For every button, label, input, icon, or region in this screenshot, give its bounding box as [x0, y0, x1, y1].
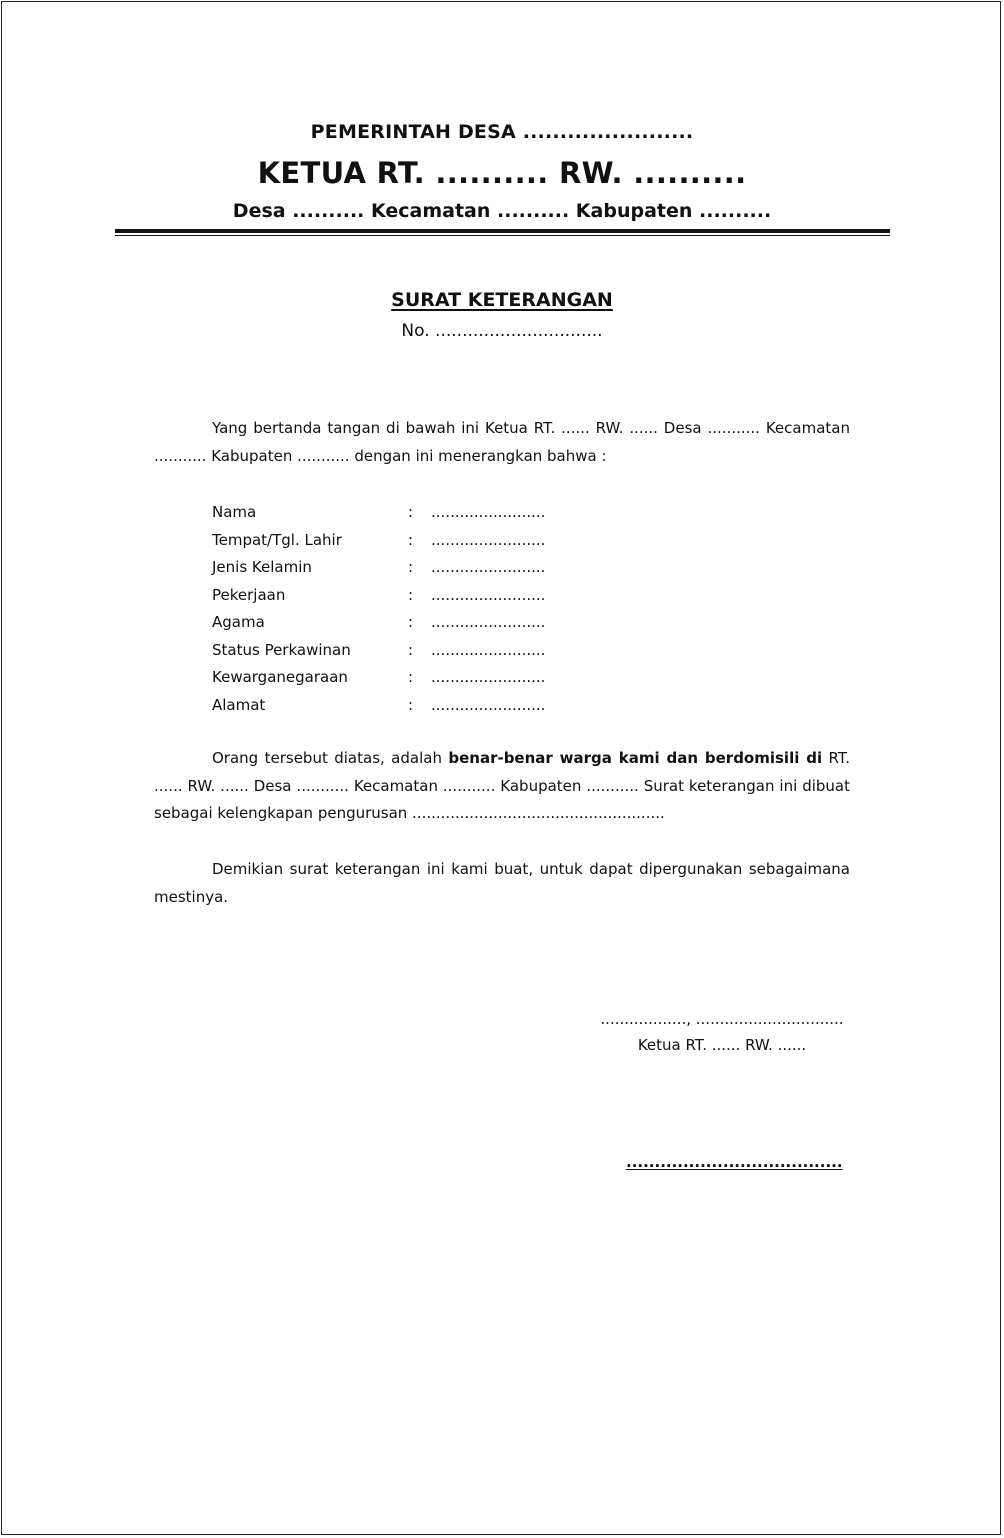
field-value: ........................ [431, 585, 546, 604]
letterhead-government: PEMERINTAH DESA ....................... [310, 121, 694, 143]
opening-paragraph [154, 415, 850, 470]
field-colon: : [408, 640, 414, 659]
signature-title: Ketua RT. ...... RW. ...... [637, 1036, 807, 1054]
field-label: Tempat/Tgl. Lahir [212, 530, 342, 549]
field-colon: : [408, 695, 414, 714]
field-value: ........................ [431, 668, 546, 686]
field-colon: : [408, 558, 414, 576]
document-title: SURAT KETERANGAN [391, 289, 613, 311]
letterhead-region: Desa .......... Kecamatan .......... Kabupaten .......... [232, 200, 772, 222]
field-label: Status Perkawinan [212, 640, 351, 659]
closing-paragraph [154, 856, 850, 911]
field-value: ........................ [431, 695, 546, 714]
field-value: ........................ [431, 558, 546, 576]
field-value: ........................ [431, 503, 546, 521]
field-label: Nama [212, 503, 257, 521]
signature-name: ...................................... [626, 1153, 843, 1171]
opening-paragraph-text: Yang bertanda tangan di bawah ini Ketua RT. ...... RW. ...... Desa ........... Kecamatan ........... Kabupaten ........... dengan ini menerangkan bahwa : [154, 419, 850, 465]
field-label: Agama [212, 613, 265, 631]
field-label: Alamat [212, 695, 266, 714]
domicile-text-end: RT. ...... RW. ...... Desa ........... Kecamatan ........... Kabupaten ........... Surat keterangan ini dibuat sebagai kelengkapan pengurusan ..................................................... [154, 749, 850, 822]
letterhead-rt-rw: KETUA RT. .......... RW. .......... [257, 156, 747, 190]
field-colon: : [408, 613, 414, 631]
domicile-text-start: Orang tersebut diatas, adalah [212, 749, 449, 767]
field-label: Pekerjaan [212, 585, 286, 604]
domicile-paragraph [154, 745, 850, 828]
field-value: ........................ [431, 640, 546, 659]
document-number: No. ............................... [401, 321, 603, 341]
field-value: ........................ [431, 613, 546, 631]
signature-place-date: .................., ............................... [600, 1010, 844, 1028]
field-label: Kewarganegaraan [212, 668, 348, 686]
field-label: Jenis Kelamin [212, 558, 312, 576]
letterhead-divider-thick [115, 229, 890, 233]
field-value: ........................ [431, 530, 546, 549]
domicile-text-bold: benar-benar warga kami dan berdomisili di [448, 749, 823, 767]
field-colon: : [408, 503, 414, 521]
field-colon: : [408, 530, 414, 549]
closing-paragraph-text: Demikian surat keterangan ini kami buat, untuk dapat dipergunakan sebagaimana mestinya. [154, 860, 850, 906]
field-colon: : [408, 585, 414, 604]
field-colon: : [408, 668, 414, 686]
letterhead-divider-thin [115, 235, 890, 236]
